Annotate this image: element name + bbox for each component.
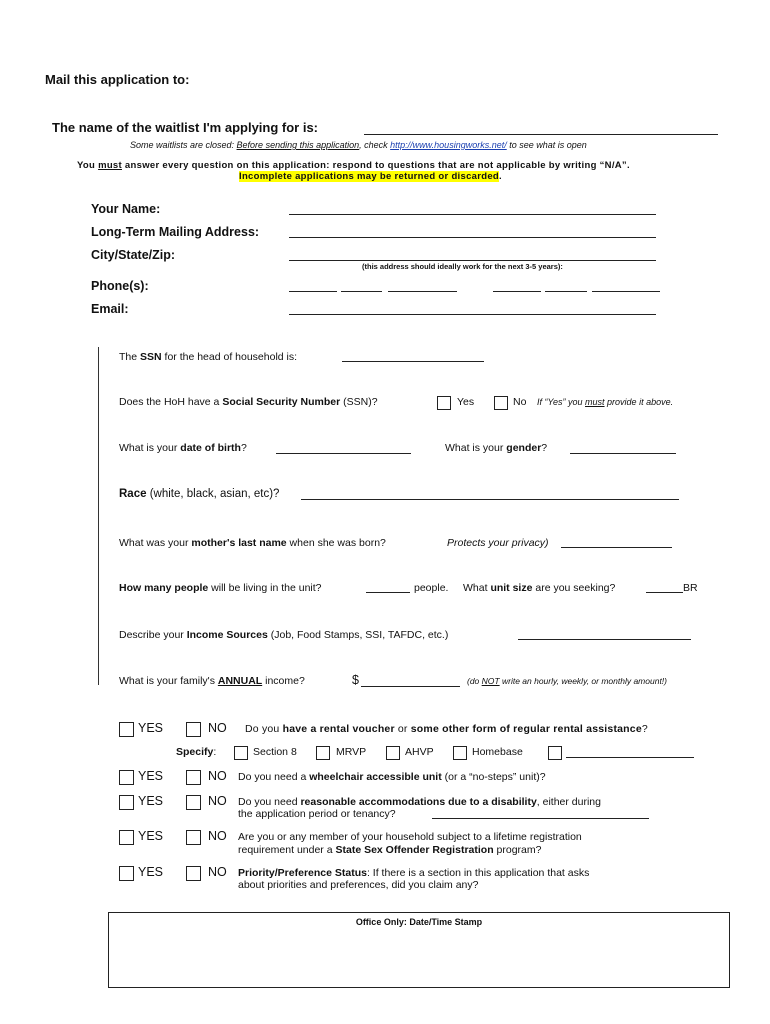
phone2-prefix-field[interactable] xyxy=(545,291,587,292)
income-sources-question: Describe your Income Sources (Job, Food Stamps, SSI, TAFDC, etc.) xyxy=(119,629,449,641)
accommodation-question: Do you need reasonable accommodations due to a disability, either during xyxy=(238,796,601,808)
mrvp-checkbox[interactable] xyxy=(316,746,330,760)
mrvp-label: MRVP xyxy=(336,746,367,758)
phone1-area-field[interactable] xyxy=(289,291,337,292)
mother-name-field[interactable] xyxy=(561,547,672,548)
waitlist-label: The name of the waitlist I'm applying for is: xyxy=(52,120,319,135)
priority-question-line2: about priorities and preferences, did you claim any? xyxy=(238,879,479,891)
dob-question: What is your date of birth? xyxy=(119,442,247,454)
wheelchair-question: Do you need a wheelchair accessible unit (or a “no-steps” unit)? xyxy=(238,771,546,783)
privacy-note: Protects your privacy) xyxy=(447,537,549,549)
homebase-checkbox[interactable] xyxy=(453,746,467,760)
section-divider xyxy=(98,347,99,685)
offender-no-checkbox[interactable] xyxy=(186,830,201,845)
email-label: Email: xyxy=(91,302,129,316)
annual-income-note: (do NOT write an hourly, weekly, or monthly amount!) xyxy=(467,676,667,686)
annual-income-question: What is your family's ANNUAL income? xyxy=(119,675,305,687)
mother-question: What was your mother's last name when she was born? xyxy=(119,537,386,549)
voucher-yes-checkbox[interactable] xyxy=(119,722,134,737)
office-stamp-box xyxy=(108,912,730,988)
dob-field[interactable] xyxy=(276,453,411,454)
wheelchair-yes-checkbox[interactable] xyxy=(119,770,134,785)
section8-checkbox[interactable] xyxy=(234,746,248,760)
offender-yes-label: YES xyxy=(138,829,164,843)
voucher-no-checkbox[interactable] xyxy=(186,722,201,737)
unit-size-suffix: BR xyxy=(683,582,698,594)
city-field[interactable] xyxy=(289,260,656,261)
name-field[interactable] xyxy=(289,214,656,215)
race-field[interactable] xyxy=(301,499,679,500)
hoh-ssn-yes-checkbox[interactable] xyxy=(437,396,451,410)
other-assistance-field[interactable] xyxy=(566,757,694,758)
address-note: (this address should ideally work for the next 3-5 years): xyxy=(362,262,563,271)
waitlist-name-field[interactable] xyxy=(364,134,718,135)
priority-no-label: NO xyxy=(208,865,227,879)
priority-no-checkbox[interactable] xyxy=(186,866,201,881)
phone-label: Phone(s): xyxy=(91,279,149,293)
annual-income-field[interactable] xyxy=(361,686,460,687)
phone2-area-field[interactable] xyxy=(493,291,541,292)
section8-label: Section 8 xyxy=(253,746,297,758)
race-question: Race (white, black, asian, etc)? xyxy=(119,488,280,500)
address-field[interactable] xyxy=(289,237,656,238)
closed-note: Some waitlists are closed: Before sending this application, check http://www.housingworks.net/ to see what is open xyxy=(130,140,587,150)
accommodation-question-line2: the application period or tenancy? xyxy=(238,808,396,820)
must-answer-note: You must answer every question on this application: respond to questions that are not applicable by writing “N/A”. xyxy=(77,160,630,171)
priority-yes-checkbox[interactable] xyxy=(119,866,134,881)
voucher-no-label: NO xyxy=(208,721,227,735)
accommodation-no-checkbox[interactable] xyxy=(186,795,201,810)
voucher-yes-label: YES xyxy=(138,721,164,735)
hoh-ssn-no-label: No xyxy=(513,396,527,408)
wheelchair-no-checkbox[interactable] xyxy=(186,770,201,785)
offender-question-line2: requirement under a State Sex Offender Registration program? xyxy=(238,844,542,856)
people-question: How many people will be living in the unit? xyxy=(119,582,322,594)
hoh-ssn-yes-label: Yes xyxy=(457,396,475,408)
wheelchair-no-label: NO xyxy=(208,769,227,783)
ahvp-label: AHVP xyxy=(405,746,434,758)
gender-field[interactable] xyxy=(570,453,676,454)
offender-question: Are you or any member of your household subject to a lifetime registration xyxy=(238,831,582,843)
people-unit-label: people. xyxy=(414,582,449,594)
priority-question: Priority/Preference Status: If there is a section in this application that asks xyxy=(238,867,590,879)
if-yes-note: If “Yes” you must provide it above. xyxy=(537,397,674,407)
unit-size-field[interactable] xyxy=(646,592,683,593)
people-count-field[interactable] xyxy=(366,592,410,593)
hoh-ssn-question: Does the HoH have a Social Security Number (SSN)? xyxy=(119,396,378,408)
gender-question: What is your gender? xyxy=(445,442,548,454)
office-stamp-label: Office Only: Date/Time Stamp xyxy=(355,917,483,927)
mail-to-heading: Mail this application to: xyxy=(45,72,190,87)
priority-yes-label: YES xyxy=(138,865,164,879)
accommodation-yes-label: YES xyxy=(138,794,164,808)
offender-yes-checkbox[interactable] xyxy=(119,830,134,845)
voucher-question: Do you have a rental voucher or some other form of regular rental assistance? xyxy=(245,723,648,735)
address-label: Long-Term Mailing Address: xyxy=(91,225,260,239)
accommodation-yes-checkbox[interactable] xyxy=(119,795,134,810)
phone1-line-field[interactable] xyxy=(388,291,457,292)
email-field[interactable] xyxy=(289,314,656,315)
wheelchair-yes-label: YES xyxy=(138,769,164,783)
housingworks-link[interactable]: http://www.housingworks.net/ xyxy=(390,140,507,150)
other-assistance-checkbox[interactable] xyxy=(548,746,562,760)
city-label: City/State/Zip: xyxy=(91,248,176,262)
phone1-prefix-field[interactable] xyxy=(341,291,382,292)
unit-size-question: What unit size are you seeking? xyxy=(463,582,616,594)
homebase-label: Homebase xyxy=(472,746,523,758)
offender-no-label: NO xyxy=(208,829,227,843)
accommodation-no-label: NO xyxy=(208,794,227,808)
name-label: Your Name: xyxy=(91,202,161,216)
phone2-line-field[interactable] xyxy=(592,291,660,292)
income-sources-field[interactable] xyxy=(518,639,691,640)
ssn-field[interactable] xyxy=(342,361,484,362)
specify-label: Specify: xyxy=(176,746,217,758)
dollar-sign: $ xyxy=(352,673,359,687)
accommodation-field[interactable] xyxy=(432,818,649,819)
incomplete-warning: Incomplete applications may be returned or discarded. xyxy=(239,171,502,182)
ssn-question: The SSN for the head of household is: xyxy=(119,351,298,363)
hoh-ssn-no-checkbox[interactable] xyxy=(494,396,508,410)
ahvp-checkbox[interactable] xyxy=(386,746,400,760)
